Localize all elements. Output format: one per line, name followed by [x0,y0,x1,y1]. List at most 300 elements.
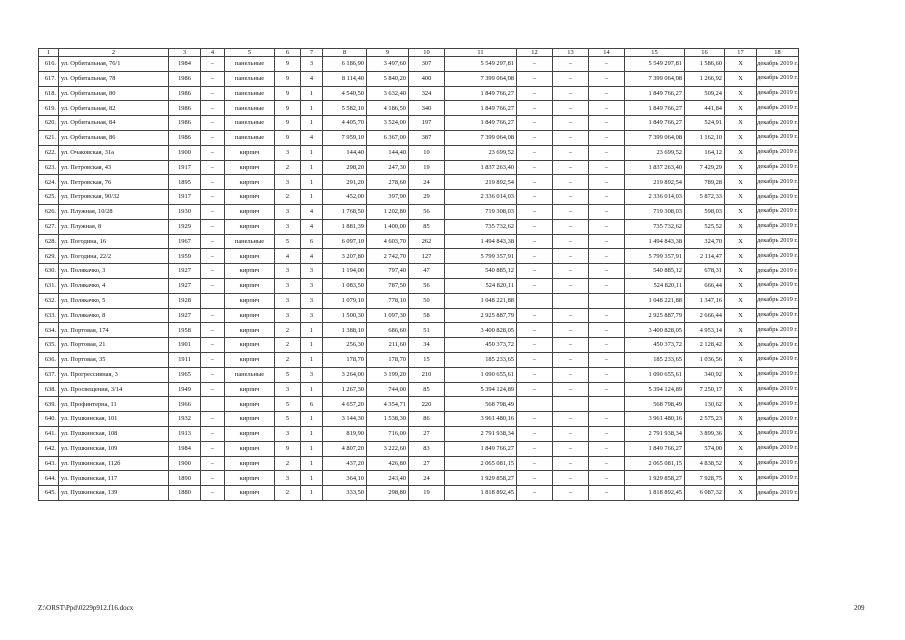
cell-year-built: 1959 [169,249,201,264]
cell-total-area: 144,40 [323,145,367,160]
cell-living-area: 144,40 [367,145,409,160]
cell-wall-material: кирпич [225,323,275,338]
cell-total-area: 1 083,50 [323,278,367,293]
cell-year-overhaul: – [201,101,225,116]
cell-wall-material: панельные [225,101,275,116]
column-number-header-row [39,49,799,57]
cell-cost-col-14: – [589,264,625,279]
column-header-2: 2 [59,49,169,57]
cell-row-number: 635. [39,338,59,353]
cell-total-area: 1 079,10 [323,293,367,308]
cell-mark-x: X [725,338,757,353]
cell-total-cost: 5 394 124,89 [445,382,517,397]
cell-cost-col-13: – [553,367,589,382]
table-row [39,264,799,279]
table-row [39,308,799,323]
cell-cost-col-14: – [589,175,625,190]
document-path: Z:\ORST\Ppd\0229p912.f16.docx [38,604,134,612]
cell-living-area: 3 497,60 [367,57,409,72]
cell-mark-x: X [725,101,757,116]
cell-residents: 127 [409,249,445,264]
cell-entrances: 3 [301,264,323,279]
cell-total-area: 5 582,10 [323,101,367,116]
cell-total-area: 333,50 [323,486,367,501]
cell-residents: 27 [409,456,445,471]
cell-cost-col-15: 7 399 064,08 [625,130,685,145]
cell-total-area: 3 144,30 [323,412,367,427]
cell-floors: 3 [275,471,301,486]
cell-living-area: 1 538,30 [367,412,409,427]
cell-row-number: 643. [39,456,59,471]
cell-mark-x: X [725,352,757,367]
cell-floors: 2 [275,486,301,501]
cell-total-cost: 2 065 081,15 [445,456,517,471]
cell-total-area: 3 264,00 [323,367,367,382]
column-header-14: 14 [589,49,625,57]
cell-cost-col-14: – [589,441,625,456]
cell-wall-material: кирпич [225,278,275,293]
cell-cost-col-12: – [517,367,553,382]
cell-address: ул. Пушкинская, 101 [59,412,169,427]
cell-wall-material: кирпич [225,412,275,427]
cell-unit-cost: 340,92 [685,367,725,382]
cell-address: ул. Пушкинская, 108 [59,426,169,441]
column-header-10: 10 [409,49,445,57]
cell-cost-col-14 [589,397,625,412]
cell-address: ул. Профинтерна, 11 [59,397,169,412]
cell-year-built: 1917 [169,160,201,175]
cell-entrances: 4 [301,130,323,145]
cell-living-area: 4 603,70 [367,234,409,249]
cell-unit-cost: 6 087,32 [685,486,725,501]
cell-cost-col-12: – [517,219,553,234]
cell-living-area: 6 367,00 [367,130,409,145]
cell-total-area: 6 186,90 [323,57,367,72]
cell-total-area: 1 881,39 [323,219,367,234]
cell-year-overhaul: – [201,441,225,456]
cell-unit-cost: 7 928,75 [685,471,725,486]
cell-cost-col-13: – [553,308,589,323]
cell-entrances: 1 [301,338,323,353]
cell-cost-col-13: – [553,352,589,367]
cell-year-overhaul: – [201,130,225,145]
table-row [39,160,799,175]
cell-total-cost: 23 699,52 [445,145,517,160]
cell-row-number: 624. [39,175,59,190]
cell-row-number: 644. [39,471,59,486]
cell-cost-col-14: – [589,352,625,367]
cell-year-overhaul: – [201,426,225,441]
cell-total-area: 256,30 [323,338,367,353]
cell-cost-col-15: 7 399 064,08 [625,71,685,86]
cell-mark-x: X [725,264,757,279]
cell-cost-col-14: – [589,116,625,131]
cell-wall-material: кирпич [225,204,275,219]
cell-unit-cost: 130,62 [685,397,725,412]
cell-year-built: 1928 [169,293,201,308]
cell-wall-material: панельные [225,130,275,145]
cell-unit-cost: 1 162,10 [685,130,725,145]
cell-mark-x: X [725,397,757,412]
cell-year-overhaul: – [201,338,225,353]
cell-cost-col-12: – [517,57,553,72]
cell-wall-material: кирпич [225,382,275,397]
cell-row-number: 625. [39,190,59,205]
cell-row-number: 642. [39,441,59,456]
cell-year-built: 1986 [169,116,201,131]
cell-entrances: 1 [301,456,323,471]
cell-cost-col-12: – [517,338,553,353]
cell-total-area: 819,90 [323,426,367,441]
cell-entrances: 3 [301,278,323,293]
cell-entrances: 6 [301,397,323,412]
cell-mark-x: X [725,145,757,160]
cell-entrances: 4 [301,219,323,234]
cell-year-built: 1965 [169,367,201,382]
cell-address: ул. Плужная, 8 [59,219,169,234]
cell-address: ул. Петровская, 76 [59,175,169,190]
cell-living-area: 243,40 [367,471,409,486]
cell-residents: 262 [409,234,445,249]
cell-entrances: 1 [301,412,323,427]
cell-mark-x: X [725,471,757,486]
cell-cost-col-13: – [553,190,589,205]
cell-completion-date: декабрь 2019 г. [757,456,799,471]
cell-total-cost: 3 961 480,16 [445,412,517,427]
cell-cost-col-15: 1 849 766,27 [625,101,685,116]
cell-floors: 9 [275,116,301,131]
cell-floors: 2 [275,456,301,471]
table-row [39,338,799,353]
cell-row-number: 626. [39,204,59,219]
cell-mark-x: X [725,175,757,190]
cell-year-built: 1932 [169,412,201,427]
cell-address: ул. Погодина, 22/2 [59,249,169,264]
cell-cost-col-12: – [517,412,553,427]
cell-cost-col-13: – [553,219,589,234]
cell-year-overhaul: – [201,204,225,219]
cell-unit-cost: 509,24 [685,86,725,101]
cell-wall-material: кирпич [225,293,275,308]
cell-address: ул. Портовая, 35 [59,352,169,367]
cell-address: ул. Просвещения, 3/14 [59,382,169,397]
cell-total-cost: 1 818 892,45 [445,486,517,501]
cell-entrances: 1 [301,190,323,205]
table-row [39,71,799,86]
cell-row-number: 619. [39,101,59,116]
cell-cost-col-12: – [517,308,553,323]
cell-residents: 10 [409,145,445,160]
cell-total-area: 1 768,50 [323,204,367,219]
cell-mark-x: X [725,456,757,471]
cell-residents: 197 [409,116,445,131]
cell-completion-date: декабрь 2019 г. [757,86,799,101]
cell-cost-col-13: – [553,101,589,116]
cell-wall-material: панельные [225,234,275,249]
cell-living-area: 797,40 [367,264,409,279]
cell-row-number: 645. [39,486,59,501]
cell-total-cost: 540 885,12 [445,264,517,279]
cell-year-overhaul: – [201,323,225,338]
cell-row-number: 634. [39,323,59,338]
cell-total-area: 1 388,10 [323,323,367,338]
cell-total-cost: 524 820,11 [445,278,517,293]
cell-cost-col-13: – [553,249,589,264]
cell-floors: 3 [275,426,301,441]
cell-address: ул. Пушкинская, 117 [59,471,169,486]
cell-cost-col-15: 1 849 766,27 [625,116,685,131]
cell-wall-material: кирпич [225,426,275,441]
cell-address: ул. Орбитальная, 76/1 [59,57,169,72]
cell-row-number: 617. [39,71,59,86]
cell-completion-date: декабрь 2019 г. [757,338,799,353]
cell-cost-col-13 [553,293,589,308]
cell-cost-col-13: – [553,382,589,397]
cell-floors: 9 [275,57,301,72]
cell-year-built: 1986 [169,130,201,145]
cell-cost-col-15: 1 818 892,45 [625,486,685,501]
cell-completion-date: декабрь 2019 г. [757,323,799,338]
cell-year-overhaul: – [201,412,225,427]
table-row [39,323,799,338]
cell-year-overhaul [201,293,225,308]
cell-entrances: 3 [301,308,323,323]
cell-residents: 50 [409,293,445,308]
cell-completion-date: декабрь 2019 г. [757,145,799,160]
cell-cost-col-15: 735 732,62 [625,219,685,234]
cell-completion-date: декабрь 2019 г. [757,160,799,175]
cell-entrances: 1 [301,471,323,486]
cell-cost-col-13: – [553,86,589,101]
cell-cost-col-14: – [589,71,625,86]
cell-row-number: 640. [39,412,59,427]
cell-wall-material: кирпич [225,264,275,279]
column-header-1: 1 [39,49,59,57]
cell-wall-material: кирпич [225,175,275,190]
cell-entrances: 1 [301,145,323,160]
cell-total-cost: 1 929 858,27 [445,471,517,486]
cell-cost-col-14: – [589,486,625,501]
column-header-18: 18 [757,49,799,57]
cell-cost-col-15: 3 961 480,16 [625,412,685,427]
cell-cost-col-15: 185 233,65 [625,352,685,367]
cell-mark-x: X [725,382,757,397]
cell-entrances: 4 [301,249,323,264]
cell-total-cost: 568 798,49 [445,397,517,412]
cell-completion-date: декабрь 2019 г. [757,308,799,323]
cell-residents: 324 [409,86,445,101]
cell-mark-x: X [725,71,757,86]
cell-residents: 56 [409,204,445,219]
cell-living-area: 247,30 [367,160,409,175]
cell-completion-date: декабрь 2019 г. [757,397,799,412]
cell-cost-col-12: – [517,264,553,279]
cell-cost-col-13: – [553,160,589,175]
cell-unit-cost: 1 586,60 [685,57,725,72]
cell-unit-cost: 441,84 [685,101,725,116]
cell-residents: 58 [409,308,445,323]
cell-cost-col-15: 5 549 297,81 [625,57,685,72]
cell-address: ул. Погодина, 16 [59,234,169,249]
cell-row-number: 639. [39,397,59,412]
cell-unit-cost: 5 872,33 [685,190,725,205]
cell-cost-col-13: – [553,264,589,279]
cell-cost-col-13: – [553,175,589,190]
register-table-container [38,48,799,501]
cell-row-number: 627. [39,219,59,234]
cell-year-built: 1986 [169,101,201,116]
cell-floors: 9 [275,130,301,145]
cell-residents: 85 [409,219,445,234]
cell-residents: 19 [409,160,445,175]
cell-entrances: 1 [301,160,323,175]
cell-address: ул. Петровская, 43 [59,160,169,175]
cell-cost-col-13: – [553,57,589,72]
cell-cost-col-13: – [553,426,589,441]
cell-wall-material: кирпич [225,190,275,205]
cell-total-cost: 185 233,65 [445,352,517,367]
cell-living-area: 3 524,00 [367,116,409,131]
cell-year-built: 1986 [169,71,201,86]
cell-year-built: 1911 [169,352,201,367]
cell-living-area: 4 186,50 [367,101,409,116]
cell-cost-col-12: – [517,160,553,175]
cell-mark-x: X [725,486,757,501]
cell-mark-x: X [725,412,757,427]
cell-year-built: 1900 [169,145,201,160]
cell-entrances: 1 [301,175,323,190]
cell-total-cost: 719 308,03 [445,204,517,219]
cell-wall-material: панельные [225,367,275,382]
cell-completion-date: декабрь 2019 г. [757,352,799,367]
cell-total-cost: 2 336 014,03 [445,190,517,205]
cell-cost-col-14: – [589,308,625,323]
cell-address: ул. Плужная, 10/28 [59,204,169,219]
cell-residents: 19 [409,486,445,501]
cell-cost-col-14: – [589,190,625,205]
cell-total-cost: 450 373,72 [445,338,517,353]
cell-year-built: 1929 [169,219,201,234]
cell-cost-col-12: – [517,456,553,471]
cell-year-built: 1984 [169,441,201,456]
cell-living-area: 787,50 [367,278,409,293]
table-row [39,456,799,471]
cell-floors: 9 [275,101,301,116]
cell-cost-col-15: 450 373,72 [625,338,685,353]
cell-completion-date: декабрь 2019 г. [757,234,799,249]
cell-address: ул. Пушкинская, 109 [59,441,169,456]
cell-year-built: 1986 [169,86,201,101]
cell-total-cost: 1 849 766,27 [445,101,517,116]
cell-year-overhaul: – [201,116,225,131]
cell-completion-date: декабрь 2019 г. [757,175,799,190]
cell-residents: 210 [409,367,445,382]
register-table [38,48,799,501]
cell-living-area: 1 400,00 [367,219,409,234]
cell-address: ул. Полякачко, 8 [59,308,169,323]
cell-year-built: 1913 [169,426,201,441]
cell-completion-date: декабрь 2019 г. [757,204,799,219]
cell-cost-col-12: – [517,116,553,131]
cell-year-built: 1984 [169,57,201,72]
cell-wall-material: кирпич [225,441,275,456]
cell-cost-col-13: – [553,486,589,501]
cell-entrances: 3 [301,293,323,308]
cell-cost-col-14: – [589,249,625,264]
cell-floors: 3 [275,293,301,308]
cell-unit-cost: 7 429,29 [685,160,725,175]
cell-cost-col-12: – [517,382,553,397]
cell-entrances: 1 [301,441,323,456]
cell-year-overhaul: – [201,249,225,264]
cell-address: ул. Портовая, 21 [59,338,169,353]
cell-year-built: 1966 [169,397,201,412]
cell-cost-col-15: 719 308,03 [625,204,685,219]
table-row [39,130,799,145]
cell-cost-col-13 [553,397,589,412]
cell-address: ул. Полякачко, 3 [59,264,169,279]
cell-address: ул. Пушкинская, 139 [59,486,169,501]
cell-cost-col-13: – [553,471,589,486]
cell-year-built: 1917 [169,190,201,205]
cell-mark-x: X [725,160,757,175]
cell-living-area: 3 222,60 [367,441,409,456]
cell-cost-col-12 [517,293,553,308]
cell-cost-col-14: – [589,234,625,249]
cell-year-overhaul: – [201,367,225,382]
cell-cost-col-13: – [553,71,589,86]
cell-unit-cost: 525,52 [685,219,725,234]
cell-mark-x: X [725,204,757,219]
cell-entrances: 4 [301,204,323,219]
cell-residents: 400 [409,71,445,86]
cell-wall-material: панельные [225,116,275,131]
cell-cost-col-15: 5 799 357,91 [625,249,685,264]
cell-cost-col-15: 1 048 221,88 [625,293,685,308]
cell-total-area: 7 959,10 [323,130,367,145]
cell-row-number: 631. [39,278,59,293]
cell-completion-date: декабрь 2019 г. [757,412,799,427]
cell-cost-col-12: – [517,278,553,293]
cell-year-overhaul: – [201,486,225,501]
table-row [39,352,799,367]
cell-floors: 5 [275,412,301,427]
cell-unit-cost: 524,91 [685,116,725,131]
cell-mark-x: X [725,441,757,456]
cell-cost-col-14: – [589,456,625,471]
cell-living-area: 211,60 [367,338,409,353]
cell-entrances: 1 [301,486,323,501]
cell-total-area: 6 097,10 [323,234,367,249]
cell-floors: 2 [275,338,301,353]
cell-row-number: 623. [39,160,59,175]
cell-cost-col-14: – [589,278,625,293]
table-row [39,234,799,249]
table-row [39,412,799,427]
cell-unit-cost: 164,12 [685,145,725,160]
cell-cost-col-13: – [553,456,589,471]
column-header-4: 4 [201,49,225,57]
cell-completion-date: декабрь 2019 г. [757,441,799,456]
cell-address: ул. Портовая, 174 [59,323,169,338]
cell-total-cost: 1 849 766,27 [445,86,517,101]
cell-cost-col-13: – [553,234,589,249]
cell-cost-col-12: – [517,190,553,205]
cell-address: ул. Очаковская, 31а [59,145,169,160]
cell-floors: 3 [275,204,301,219]
cell-row-number: 637. [39,367,59,382]
cell-living-area: 1 097,30 [367,308,409,323]
